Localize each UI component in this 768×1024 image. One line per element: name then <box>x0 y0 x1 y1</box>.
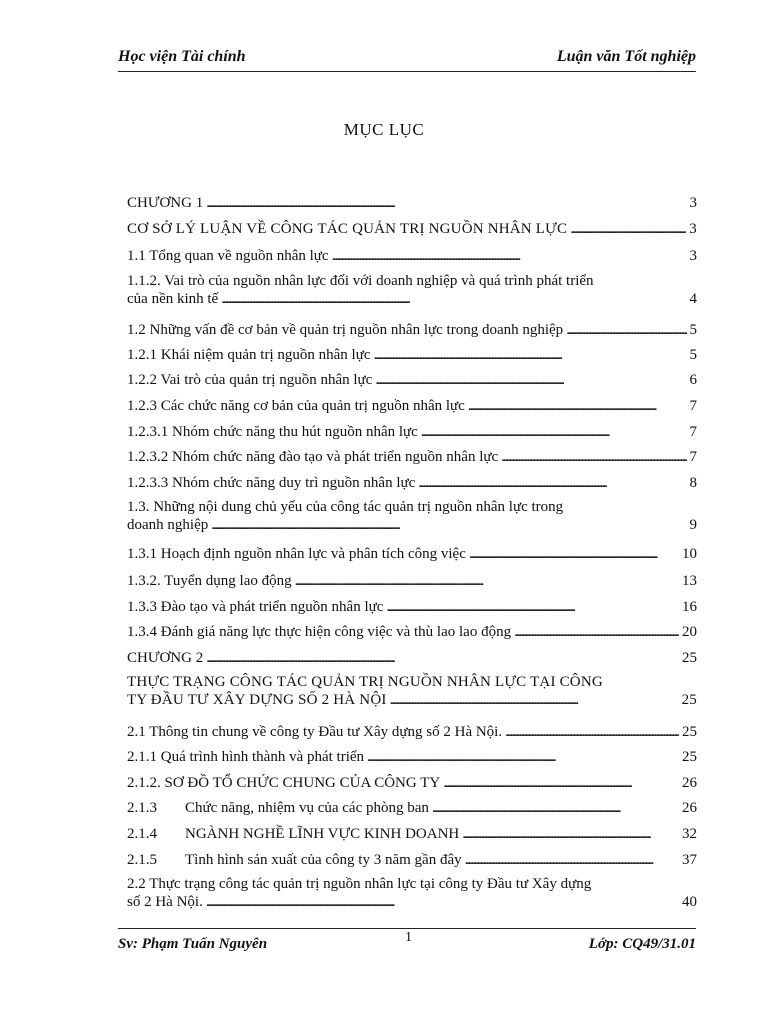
leader-dots <box>221 290 686 308</box>
toc-entry-page: 25 <box>682 724 697 740</box>
toc-entry-page: 40 <box>682 894 697 910</box>
footer-rule <box>118 928 696 929</box>
leader-dots <box>390 691 679 709</box>
toc-entry-page: 32 <box>682 826 697 842</box>
leader-dots <box>375 371 686 389</box>
toc-entry-num: 2.1.5 <box>127 852 157 868</box>
toc-entry-page: 25 <box>682 749 697 765</box>
leader-dots <box>465 851 679 869</box>
page-title: MỤC LỤC <box>343 120 425 139</box>
toc-entry-page: 13 <box>682 573 697 589</box>
footer-student-name: Sv: Phạm Tuấn Nguyên <box>118 936 268 952</box>
header-document-type: Luận văn Tốt nghiệp <box>556 48 696 65</box>
toc-entry[interactable] <box>127 623 697 641</box>
leader-dots <box>374 346 687 364</box>
toc-entry[interactable] <box>127 748 697 766</box>
toc-entry[interactable] <box>127 875 697 911</box>
toc-entry[interactable] <box>127 673 697 709</box>
toc-entry-number <box>127 799 429 817</box>
toc-entry-text: 1.2.3.2 Nhóm chức năng đào tạo và phát triển nguồn nhân lực <box>127 449 499 465</box>
leader-dots <box>468 397 687 415</box>
toc-entry-text: Tình hình sản xuất của công ty 3 năm gần đây <box>185 852 462 868</box>
toc-entry-page: 26 <box>682 775 697 791</box>
header-institution: Học viện Tài chính <box>118 48 246 65</box>
toc-entry-page: 8 <box>689 475 697 491</box>
leader-dots <box>386 598 679 616</box>
toc-entry[interactable] <box>127 799 697 817</box>
toc-entry-text: số 2 Hà Nội. <box>127 894 203 910</box>
toc-entry[interactable] <box>127 272 697 308</box>
leader-dots <box>462 825 679 843</box>
toc-entry-text: CHƯƠNG 1 <box>127 195 204 211</box>
toc-entry-page: 5 <box>689 322 697 338</box>
leader-dots <box>295 572 679 590</box>
toc-entry-page: 3 <box>689 248 697 264</box>
toc-entry-text: 1.1 Tổng quan về nguồn nhân lực <box>127 248 329 264</box>
toc-entry[interactable] <box>127 321 697 339</box>
toc-entry[interactable] <box>127 220 697 238</box>
toc-entry[interactable] <box>127 397 697 415</box>
toc-entry-page: 7 <box>689 424 697 440</box>
toc-entry-text: 1.3.2. Tuyển dụng lao động <box>127 573 292 589</box>
leader-dots <box>469 545 679 563</box>
toc-entry[interactable] <box>127 774 697 792</box>
toc-entry[interactable] <box>127 423 697 441</box>
leader-dots <box>570 220 686 238</box>
toc-entry[interactable] <box>127 194 697 212</box>
leader-dots <box>211 516 686 534</box>
header-rule <box>118 71 696 72</box>
toc-entry[interactable] <box>127 851 697 869</box>
toc-entry-page: 26 <box>682 800 697 816</box>
leader-dots <box>367 748 679 766</box>
toc-entry-text: 1.2.3 Các chức năng cơ bản của quản trị nguồn nhân lực <box>127 398 465 414</box>
toc-entry-number <box>127 825 459 843</box>
toc-entry-page: 9 <box>689 517 697 533</box>
toc-entry-text: CƠ SỞ LÝ LUẬN VỀ CÔNG TÁC QUẢN TRỊ NGUỒN NHÂN LỰC <box>127 221 568 237</box>
toc-entry-text: 2.1.1 Quá trình hình thành và phát triển <box>127 749 365 765</box>
toc-entry[interactable] <box>127 598 697 616</box>
leader-dots <box>514 623 679 641</box>
toc-entry-page: 7 <box>689 449 697 465</box>
toc-entry-text-line1: 1.3. Những nội dung chủ yếu của công tác quản trị nguồn nhân lực trong <box>127 499 564 515</box>
toc-entry[interactable] <box>127 346 697 364</box>
toc-entry[interactable] <box>127 825 697 843</box>
toc-entry-text: 1.3.1 Hoạch định nguồn nhân lực và phân tích công việc <box>127 546 466 562</box>
leader-dots <box>505 723 679 741</box>
toc-entry-text: 2.1 Thông tin chung về công ty Đầu tư Xây dựng số 2 Hà Nội. <box>127 724 503 740</box>
toc-entry[interactable] <box>127 572 697 590</box>
leader-dots <box>443 774 679 792</box>
toc-entry-text: 1.3.4 Đánh giá năng lực thực hiện công việc và thù lao lao động <box>127 624 512 640</box>
toc-entry-num: 2.1.3 <box>127 800 157 816</box>
toc-entry-page: 16 <box>682 599 697 615</box>
leader-dots <box>566 321 686 339</box>
toc-entry-text-line1: 1.1.2. Vai trò của nguồn nhân lực đối với doanh nghiệp và quá trình phát triển <box>127 273 594 289</box>
toc-entry-page: 20 <box>682 624 697 640</box>
leader-dots <box>206 893 679 911</box>
toc-entry-number <box>127 851 462 869</box>
toc-entry[interactable] <box>127 371 697 389</box>
toc-entry-page: 7 <box>689 398 697 414</box>
toc-entry[interactable] <box>127 723 697 741</box>
toc-entry-text: 1.2.2 Vai trò của quản trị nguồn nhân lực <box>127 372 373 388</box>
toc-entry-page: 4 <box>689 291 697 307</box>
toc-entry-text-line1: 2.2 Thực trạng công tác quản trị nguồn nhân lực tại công ty Đầu tư Xây dựng <box>127 876 592 892</box>
leader-dots <box>501 448 686 466</box>
toc-entry-text: NGÀNH NGHỀ LĨNH VỰC KINH DOANH <box>185 826 460 842</box>
toc-entry-text: 2.1.2. SƠ ĐỒ TỔ CHỨC CHUNG CỦA CÔNG TY <box>127 775 441 791</box>
toc-entry-text: 1.2.3.3 Nhóm chức năng duy trì nguồn nhân lực <box>127 475 416 491</box>
leader-dots <box>418 474 686 492</box>
toc-entry-text: 1.2 Những vấn đề cơ bản về quản trị nguồn nhân lực trong doanh nghiệp <box>127 322 564 338</box>
toc-entry-page: 3 <box>689 221 697 237</box>
toc-entry-page: 6 <box>689 372 697 388</box>
toc-entry-num: 2.1.4 <box>127 826 157 842</box>
toc-entry-text: TY ĐẦU TƯ XÂY DỰNG SỐ 2 HÀ NỘI <box>127 692 387 708</box>
leader-dots <box>206 194 686 212</box>
page-footer <box>118 928 696 958</box>
toc-entry-text-line1: THỰC TRẠNG CÔNG TÁC QUẢN TRỊ NGUỒN NHÂN LỰC TẠI CÔNG <box>127 674 603 690</box>
toc-entry-text: CHƯƠNG 2 <box>127 650 204 666</box>
toc-entry-text: 1.2.1 Khái niệm quản trị nguồn nhân lực <box>127 347 371 363</box>
toc-entry-text: của nền kinh tế <box>127 291 219 307</box>
footer-class: Lớp: CQ49/31.01 <box>588 936 696 952</box>
toc-entry[interactable] <box>127 247 697 265</box>
toc-entry-page: 5 <box>689 347 697 363</box>
toc-entry[interactable] <box>127 498 697 534</box>
toc-entry[interactable] <box>127 545 697 563</box>
toc-entry-page: 25 <box>681 692 697 708</box>
leader-dots <box>206 649 679 667</box>
toc-entry-page: 37 <box>682 852 697 868</box>
toc-entry[interactable] <box>127 474 697 492</box>
page-header <box>118 44 696 74</box>
leader-dots <box>421 423 687 441</box>
leader-dots <box>432 799 679 817</box>
toc-entry-text: 1.3.3 Đào tạo và phát triển nguồn nhân lực <box>127 599 384 615</box>
toc-entry-text: doanh nghiệp <box>127 517 209 533</box>
toc-entry-text: Chức năng, nhiệm vụ của các phòng ban <box>185 800 429 816</box>
toc-entry-page: 25 <box>682 650 697 666</box>
toc-entry[interactable] <box>127 649 697 667</box>
toc-entry[interactable] <box>127 448 697 466</box>
toc-entry-page: 10 <box>682 546 697 562</box>
footer-page-number: 1 <box>405 930 412 945</box>
leader-dots <box>332 247 687 265</box>
toc-entry-page: 3 <box>689 195 697 211</box>
toc-entry-text: 1.2.3.1 Nhóm chức năng thu hút nguồn nhân lực <box>127 424 418 440</box>
